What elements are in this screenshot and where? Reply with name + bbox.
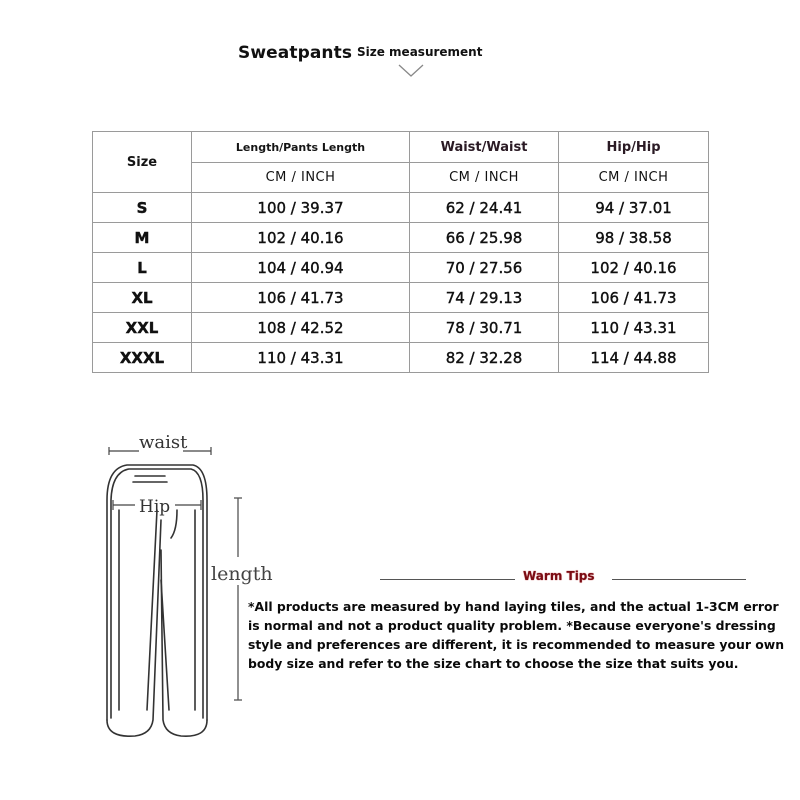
size-cell: XXL bbox=[93, 313, 192, 343]
table-row bbox=[93, 283, 709, 313]
warm-tips-title: Warm Tips bbox=[523, 569, 595, 583]
size-cell: M bbox=[93, 223, 192, 253]
table-row bbox=[93, 343, 709, 373]
page-header bbox=[0, 40, 800, 90]
table-row bbox=[93, 313, 709, 343]
table-row bbox=[93, 223, 709, 253]
waist-cell: 70 / 27.56 bbox=[410, 253, 559, 283]
size-cell: L bbox=[93, 253, 192, 283]
hip-cell: 106 / 41.73 bbox=[559, 283, 709, 313]
size-cell: XL bbox=[93, 283, 192, 313]
divider-line bbox=[612, 579, 746, 580]
warm-tips-header bbox=[380, 568, 746, 588]
pants-measurement-diagram bbox=[95, 420, 295, 740]
page-title: Sweatpants bbox=[238, 43, 353, 63]
length-cell: 110 / 43.31 bbox=[192, 343, 410, 373]
size-cell: XXXL bbox=[93, 343, 192, 373]
table-header-row bbox=[93, 132, 709, 163]
page-subtitle: Size measurement bbox=[357, 45, 483, 59]
length-label: length bbox=[211, 563, 273, 585]
hip-cell: 114 / 44.88 bbox=[559, 343, 709, 373]
waist-cell: 82 / 32.28 bbox=[410, 343, 559, 373]
length-cell: 102 / 40.16 bbox=[192, 223, 410, 253]
hip-cell: 98 / 38.58 bbox=[559, 223, 709, 253]
hip-cell: 102 / 40.16 bbox=[559, 253, 709, 283]
length-unit-label: CM / INCH bbox=[192, 163, 410, 193]
table-row bbox=[93, 253, 709, 283]
length-dimension-line bbox=[234, 498, 242, 700]
length-cell: 104 / 40.94 bbox=[192, 253, 410, 283]
waist-cell: 66 / 25.98 bbox=[410, 223, 559, 253]
waist-column-header: Waist/Waist bbox=[410, 132, 559, 163]
length-cell: 108 / 42.52 bbox=[192, 313, 410, 343]
length-cell: 100 / 39.37 bbox=[192, 193, 410, 223]
table-row bbox=[93, 193, 709, 223]
hip-cell: 94 / 37.01 bbox=[559, 193, 709, 223]
size-chart-table bbox=[92, 131, 709, 373]
waist-label: waist bbox=[139, 432, 188, 453]
waist-unit-label: CM / INCH bbox=[410, 163, 559, 193]
length-column-header: Length/Pants Length bbox=[192, 132, 410, 163]
waist-cell: 62 / 24.41 bbox=[410, 193, 559, 223]
divider-line bbox=[380, 579, 515, 580]
warm-tips-text: *All products are measured by hand laying tiles, and the actual 1-3CM error is normal and not a product quality problem. *Because everyone's dressing style and preferences are different, it is recommended to measure your own body size and refer to the size chart to choose the size that suits you. bbox=[248, 599, 785, 671]
size-cell: S bbox=[93, 193, 192, 223]
size-column-header: Size bbox=[93, 132, 192, 193]
hip-column-header: Hip/Hip bbox=[559, 132, 709, 163]
hip-label: Hip bbox=[139, 497, 171, 517]
waist-cell: 74 / 29.13 bbox=[410, 283, 559, 313]
hip-unit-label: CM / INCH bbox=[559, 163, 709, 193]
hip-cell: 110 / 43.31 bbox=[559, 313, 709, 343]
waist-cell: 78 / 30.71 bbox=[410, 313, 559, 343]
length-cell: 106 / 41.73 bbox=[192, 283, 410, 313]
chevron-down-icon bbox=[397, 63, 425, 79]
